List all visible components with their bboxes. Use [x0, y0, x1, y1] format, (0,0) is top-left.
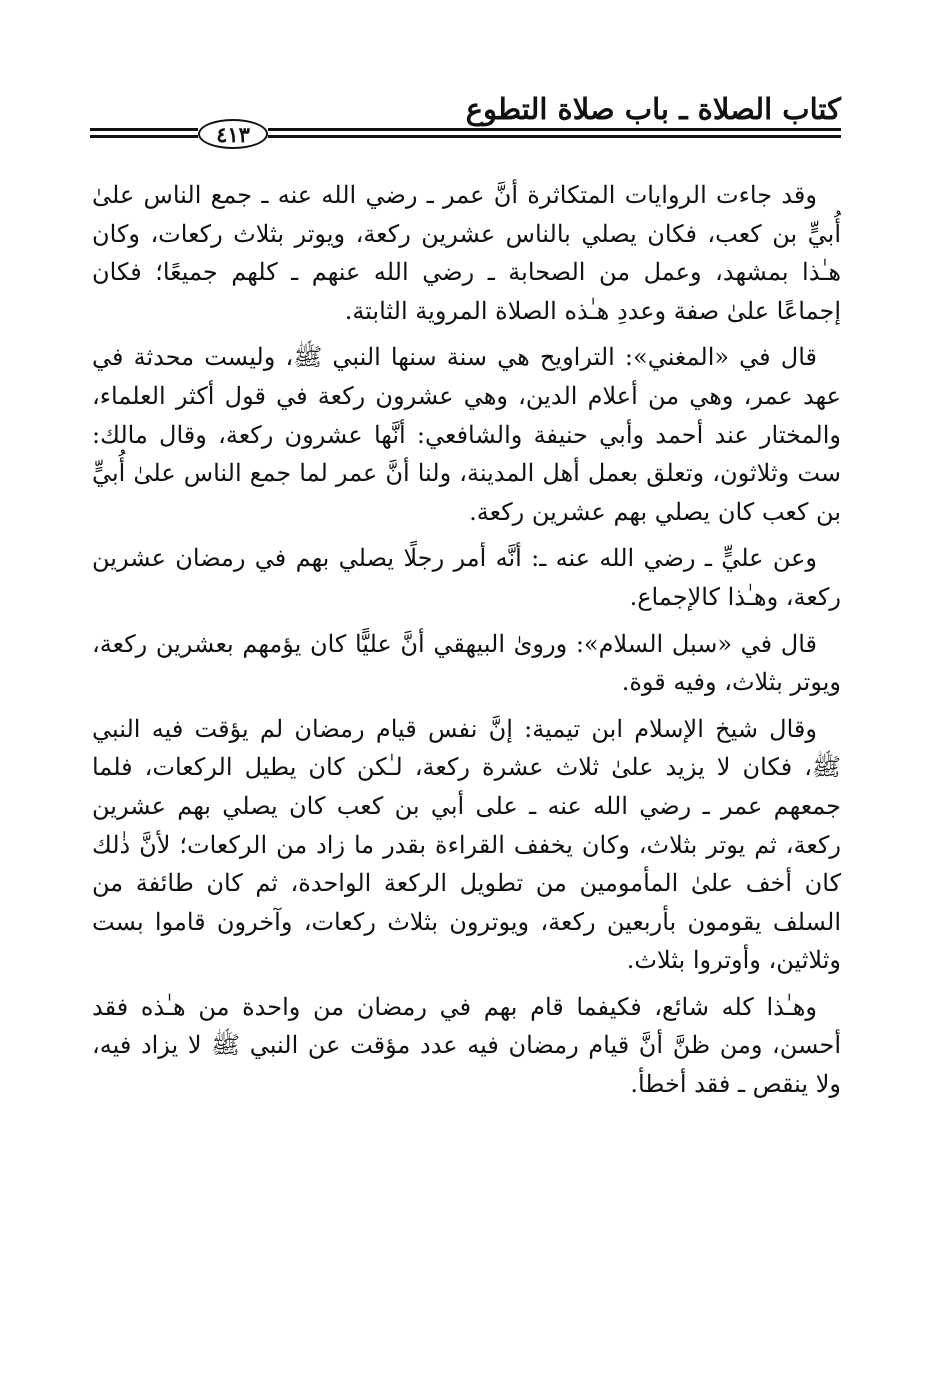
paragraph: وقد جاءت الروايات المتكاثرة أنَّ عمر ـ رضي الله عنه ـ جمع الناس علىٰ أُبيٍّ بن كعب، فكان يصلي بالناس عشرين ركعة، ويوتر بثلاث ركعات، وكان هـٰذا بمشهد، وعمل من الصحابة ـ رضي الله عنهم ـ كلهم جميعًا؛ فكان إجماعًا علىٰ صفة وعددِ هـٰذه الصلاة المروية الثابتة. [92, 181, 841, 325]
body-text [92, 176, 841, 1112]
header-rule-line [90, 128, 198, 131]
header-rule [90, 122, 841, 146]
header-rule-line [268, 135, 841, 138]
page-number: ٤١٣ [198, 119, 268, 149]
paragraph: قال في «المغني»: التراويح هي سنة سنها النبي ﷺ، وليست محدثة في عهد عمر، وهي من أعلام الدين، وهي عشرون ركعة في قول أكثر العلماء، والمختار عند أحمد وأبي حنيفة والشافعي: أنَّها عشرون ركعة، وقال مالك: ست وثلاثون، وتعلق بعمل أهل المدينة، ولنا أنَّ عمر لما جمع الناس علىٰ أُبيٍّ بن كعب كان يصلي بهم عشرين ركعة. [92, 343, 841, 526]
running-header-title: كتاب الصلاة ـ باب صلاة التطوع [465, 92, 841, 126]
header-rule-line [90, 135, 198, 138]
header-rule-line [268, 128, 841, 131]
paragraph: قال في «سبل السلام»: وروىٰ البيهقي أنَّ عليًّا كان يؤمهم بعشرين ركعة، ويوتر بثلاث، وفيه قوة. [92, 629, 841, 697]
paragraph: وقال شيخ الإسلام ابن تيمية: إنَّ نفس قيام رمضان لم يؤقت فيه النبي ﷺ، فكان لا يزيد علىٰ ثلاث عشرة ركعة، لـٰكن كان يطيل الركعات، فلما جمعهم عمر ـ رضي الله عنه ـ على أبي بن كعب كان يصلي بهم عشرين ركعة، ثم يوتر بثلاث، وكان يخفف القراءة بقدر ما زاد من الركعات؛ لأنَّ ذٰلك كان أخف علىٰ المأمومين من تطويل الركعة الواحدة، ثم كان طائفة من السلف يقومون بأربعين ركعة، ويوترون بثلاث ركعات، وآخرون قاموا بست وثلاثين، وأوتروا بثلاث. [92, 714, 841, 975]
paragraph: وهـٰذا كله شائع، فكيفما قام بهم في رمضان من واحدة من هـٰذه فقد أحسن، ومن ظنَّ أنَّ قيام رمضان فيه عدد مؤقت عن النبي ﷺ لا يزاد فيه، ولا ينقص ـ فقد أخطأ. [92, 992, 841, 1099]
paragraph: وعن عليٍّ ـ رضي الله عنه ـ: أنَّه أمر رجلًا يصلي بهم في رمضان عشرين ركعة، وهـٰذا كالإجماع. [92, 544, 841, 611]
